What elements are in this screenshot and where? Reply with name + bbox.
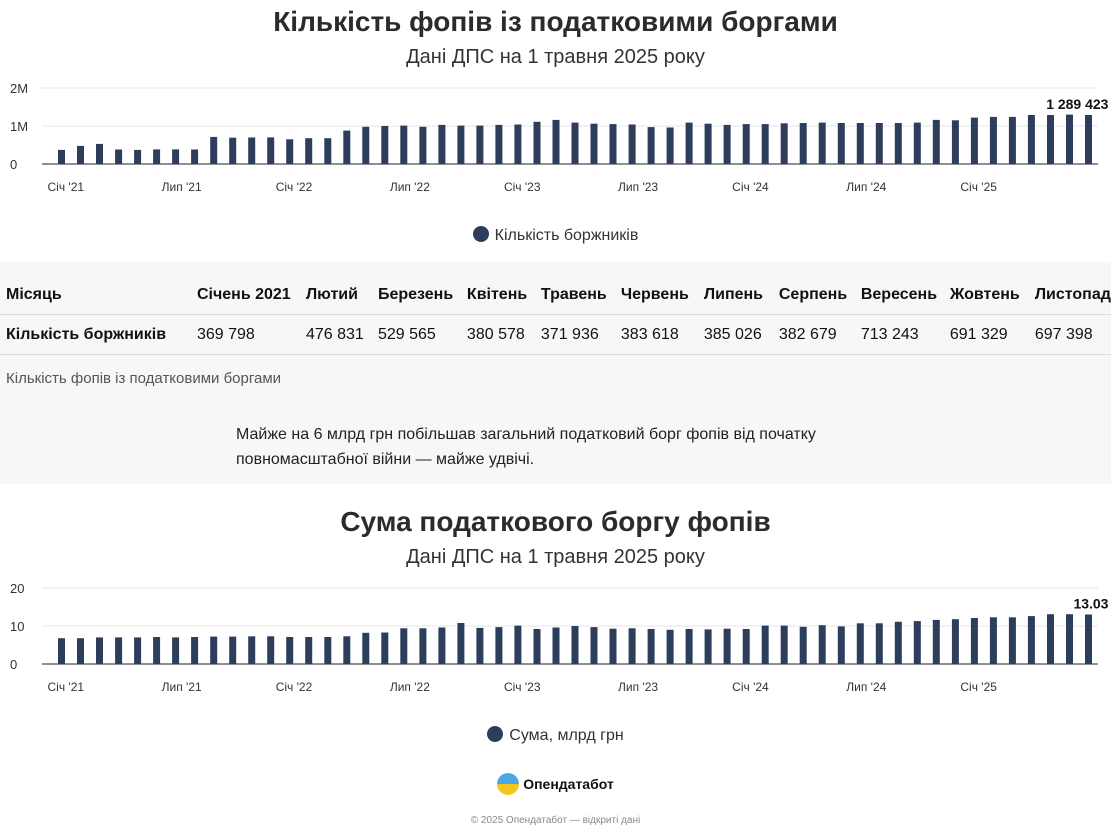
bar[interactable] — [1009, 117, 1016, 164]
bar[interactable] — [971, 618, 978, 664]
bar[interactable] — [667, 630, 674, 664]
table-header-cell: Липень — [703, 286, 763, 303]
bar[interactable] — [553, 628, 560, 665]
bar[interactable] — [457, 623, 464, 664]
bar[interactable] — [648, 127, 655, 164]
bar[interactable] — [933, 620, 940, 664]
table-header-cell: Травень — [540, 286, 607, 303]
bar[interactable] — [58, 638, 65, 664]
bar[interactable] — [400, 126, 407, 164]
bar[interactable] — [686, 123, 693, 164]
bar[interactable] — [305, 637, 312, 664]
bar[interactable] — [1066, 115, 1073, 164]
bar[interactable] — [419, 628, 426, 664]
x-tick-label: Січ '25 — [960, 180, 997, 194]
bar[interactable] — [857, 623, 864, 664]
bar[interactable] — [914, 123, 921, 164]
bar[interactable] — [381, 633, 388, 665]
bar[interactable] — [610, 629, 617, 664]
x-tick-label: Лип '23 — [618, 180, 659, 194]
bar[interactable] — [895, 622, 902, 664]
brand-name: Опендатабот — [523, 776, 614, 792]
bar[interactable] — [343, 131, 350, 164]
bar[interactable] — [1047, 115, 1054, 164]
table-header-cell: Січень 2021 — [196, 286, 291, 303]
x-tick-label: Лип '21 — [161, 180, 202, 194]
bar[interactable] — [305, 138, 312, 164]
x-tick-label: Лип '24 — [846, 180, 887, 194]
bar[interactable] — [1085, 115, 1092, 164]
bar[interactable] — [134, 637, 141, 664]
bar[interactable] — [96, 637, 103, 664]
bar[interactable] — [476, 628, 483, 664]
table-header-cell: Червень — [620, 286, 689, 303]
bar[interactable] — [248, 636, 255, 664]
table-header-cell: Лютий — [305, 286, 358, 303]
bar[interactable] — [495, 125, 502, 164]
bar[interactable] — [857, 123, 864, 164]
bar[interactable] — [990, 617, 997, 664]
footer-copyright: © 2025 Опендатабот — відкриті дані — [470, 815, 641, 826]
bar[interactable] — [58, 150, 65, 164]
chart-subtitle: Дані ДПС на 1 травня 2025 року — [406, 546, 705, 568]
x-tick-label: Січ '23 — [503, 180, 541, 194]
x-tick-label: Січ '21 — [47, 180, 85, 194]
bar[interactable] — [933, 120, 940, 164]
opendatabot-logo-icon — [497, 773, 519, 795]
bar[interactable] — [514, 626, 521, 664]
bar[interactable] — [153, 149, 160, 164]
bar[interactable] — [743, 629, 750, 664]
bar[interactable] — [534, 122, 541, 164]
bar[interactable] — [476, 126, 483, 164]
x-tick-label: Лип '24 — [846, 680, 887, 694]
table-cell: 371 936 — [540, 325, 599, 343]
bar[interactable] — [1028, 115, 1035, 164]
bar[interactable] — [1028, 616, 1035, 664]
bar[interactable] — [572, 626, 579, 664]
bar[interactable] — [191, 637, 198, 664]
table-row — [0, 315, 1111, 355]
bar[interactable] — [362, 633, 369, 664]
bar[interactable] — [324, 637, 331, 664]
bar[interactable] — [876, 623, 883, 664]
bar[interactable] — [952, 120, 959, 164]
x-tick-label: Лип '22 — [389, 680, 430, 694]
bar[interactable] — [229, 637, 236, 664]
bar[interactable] — [172, 637, 179, 664]
table-cell: 382 679 — [778, 325, 837, 343]
y-tick-label: 0 — [10, 657, 18, 672]
bar[interactable] — [400, 628, 407, 664]
bar[interactable] — [553, 120, 560, 164]
bar[interactable] — [248, 138, 255, 165]
y-tick-label: 0 — [10, 157, 18, 172]
x-tick-label: Січ '21 — [47, 680, 85, 694]
x-tick-label: Січ '22 — [275, 680, 313, 694]
bar[interactable] — [495, 627, 502, 664]
chart-subtitle: Дані ДПС на 1 травня 2025 року — [406, 46, 705, 68]
bar[interactable] — [267, 137, 274, 164]
bar[interactable] — [800, 627, 807, 664]
bar[interactable] — [438, 125, 445, 164]
bar[interactable] — [1047, 614, 1054, 664]
chart-title: Кількість фопів із податковими боргами — [273, 6, 838, 37]
chart-debtors-block — [0, 6, 1111, 69]
bar[interactable] — [895, 123, 902, 164]
bar[interactable] — [686, 629, 693, 664]
table-cell: 529 565 — [377, 325, 436, 343]
legend-label: Сума, млрд грн — [509, 727, 624, 744]
x-tick-label: Лип '21 — [161, 680, 202, 694]
table-header-cell: Серпень — [778, 286, 848, 303]
data-table-section — [0, 262, 1111, 484]
table-cell: 369 798 — [196, 325, 255, 343]
bar[interactable] — [800, 123, 807, 164]
y-tick-label: 20 — [10, 581, 25, 596]
x-tick-label: Лип '22 — [389, 180, 430, 194]
bar[interactable] — [762, 124, 769, 164]
data-table — [0, 276, 1111, 355]
bar[interactable] — [705, 124, 712, 164]
x-tick-label: Січ '24 — [732, 180, 769, 194]
bar[interactable] — [134, 150, 141, 164]
bar[interactable] — [952, 619, 959, 664]
bar[interactable] — [724, 629, 731, 664]
table-header-cell: Жовтень — [949, 286, 1020, 303]
chart-legend[interactable] — [0, 726, 1111, 745]
bar[interactable] — [572, 123, 579, 164]
table-cell: 697 398 — [1034, 325, 1093, 343]
bar[interactable] — [514, 125, 521, 165]
chart-title: Сума податкового боргу фопів — [340, 506, 771, 537]
x-tick-label: Січ '24 — [732, 680, 769, 694]
bar[interactable] — [324, 138, 331, 164]
table-header-cell: Листопад — [1034, 286, 1111, 303]
bar[interactable] — [419, 127, 426, 164]
table-cell: 691 329 — [949, 325, 1008, 343]
bar[interactable] — [438, 628, 445, 665]
bar[interactable] — [534, 629, 541, 664]
bar[interactable] — [838, 626, 845, 664]
bar[interactable] — [781, 123, 788, 164]
bar[interactable] — [819, 625, 826, 664]
x-tick-label: Січ '25 — [960, 680, 997, 694]
y-tick-label: 10 — [10, 619, 25, 634]
bar[interactable] — [210, 137, 217, 164]
bar[interactable] — [210, 637, 217, 664]
table-row-label: Кількість боржників — [6, 325, 167, 343]
bar[interactable] — [1085, 615, 1092, 665]
bar[interactable] — [115, 150, 122, 165]
data-label: 13.03 — [1073, 595, 1109, 612]
chart-debt-sum-block — [0, 506, 1111, 569]
y-tick-label: 2M — [10, 81, 29, 96]
table-cell: 380 578 — [466, 325, 525, 343]
y-tick-label: 1M — [10, 119, 29, 134]
table-cell: 385 026 — [703, 325, 762, 343]
bar[interactable] — [286, 139, 293, 164]
bar[interactable] — [172, 149, 179, 164]
table-header-month: Місяць — [6, 286, 62, 303]
bar[interactable] — [77, 638, 84, 664]
bar[interactable] — [743, 124, 750, 164]
bar[interactable] — [115, 637, 122, 664]
bar[interactable] — [343, 636, 350, 664]
table-header-cell: Квітень — [466, 286, 528, 303]
bar[interactable] — [990, 117, 997, 164]
table-cell: 713 243 — [860, 325, 919, 343]
bar[interactable] — [1009, 617, 1016, 664]
legend-marker — [473, 226, 489, 242]
bar[interactable] — [457, 126, 464, 164]
bar[interactable] — [724, 125, 731, 164]
x-tick-label: Січ '23 — [503, 680, 541, 694]
table-caption: Кількість фопів із податковими боргами — [6, 370, 282, 387]
bar[interactable] — [267, 636, 274, 664]
bar[interactable] — [762, 626, 769, 664]
bar[interactable] — [591, 627, 598, 664]
table-header-row — [0, 276, 1111, 315]
bar[interactable] — [914, 621, 921, 664]
bar[interactable] — [971, 118, 978, 164]
bar[interactable] — [781, 626, 788, 664]
bar[interactable] — [96, 144, 103, 164]
data-label: 1 289 423 — [1046, 96, 1109, 113]
table-cell: 383 618 — [620, 325, 679, 343]
chart-legend[interactable] — [0, 226, 1111, 245]
bar[interactable] — [153, 637, 160, 664]
table-cell: 476 831 — [305, 325, 364, 343]
bar[interactable] — [876, 123, 883, 164]
bar[interactable] — [362, 127, 369, 164]
table-header-cell: Вересень — [860, 286, 938, 303]
x-tick-label: Січ '22 — [275, 180, 313, 194]
lead-paragraph: Майже на 6 млрд грн побільшав загальний податковий борг фопів від початку повномасштабної війни — майже удвічі. — [236, 426, 816, 468]
bar[interactable] — [667, 128, 674, 165]
x-tick-label: Лип '23 — [618, 680, 659, 694]
bar[interactable] — [1066, 614, 1073, 664]
bar[interactable] — [191, 150, 198, 165]
bar[interactable] — [819, 123, 826, 164]
bar[interactable] — [381, 126, 388, 164]
bar[interactable] — [705, 629, 712, 664]
bar[interactable] — [838, 123, 845, 164]
bar[interactable] — [648, 629, 655, 664]
debt-sum-bar-chart — [0, 580, 1111, 700]
debtors-bar-chart — [0, 80, 1111, 200]
brand-logo[interactable] — [0, 773, 1111, 795]
legend-label: Кількість боржників — [494, 227, 639, 244]
bar[interactable] — [610, 124, 617, 164]
bar[interactable] — [591, 124, 598, 164]
bar[interactable] — [286, 637, 293, 664]
legend-marker — [487, 726, 503, 742]
bar[interactable] — [77, 146, 84, 164]
bar[interactable] — [629, 628, 636, 664]
bar[interactable] — [229, 138, 236, 164]
table-header-cell: Березень — [377, 286, 454, 303]
bar[interactable] — [629, 125, 636, 165]
